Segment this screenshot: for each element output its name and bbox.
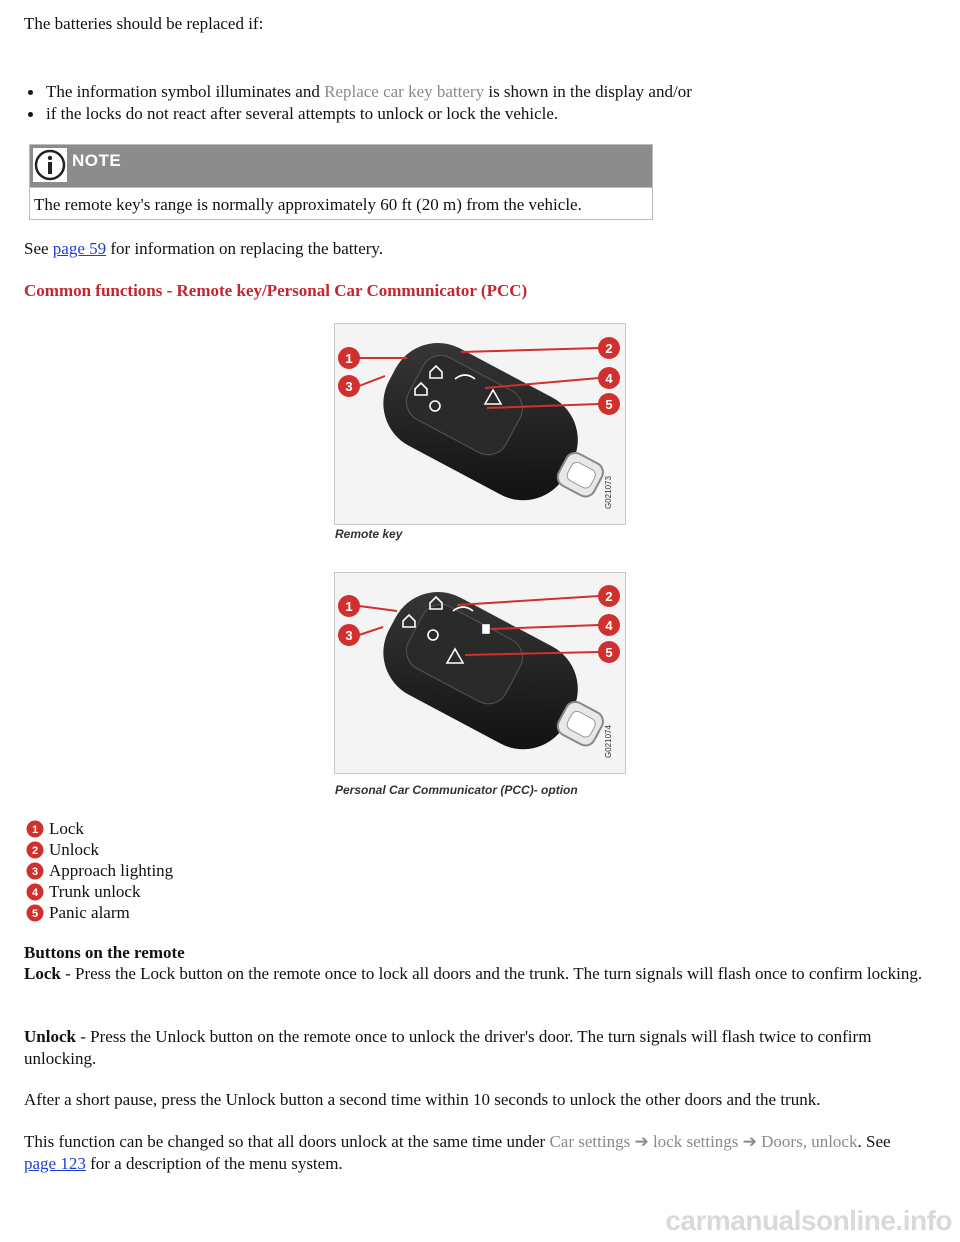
svg-text:1: 1 <box>31 824 39 836</box>
bullet-item <box>24 81 924 103</box>
pcc-illustration <box>335 573 625 773</box>
buttons-heading: Buttons on the remote <box>24 943 185 962</box>
remote-key-illustration <box>335 324 625 524</box>
figure2-callout-4: 4 <box>605 618 613 633</box>
legend-label: Unlock <box>49 840 100 859</box>
pause-paragraph: After a short pause, press the Unlock button a second time within 10 seconds to unlock the other doors and the trunk. <box>24 1090 821 1109</box>
note-body: The remote key's range is normally approximately 60 ft (20 m) from the vehicle. <box>34 195 582 214</box>
figure1-callout-1: 1 <box>345 351 353 366</box>
menu-lock-settings: lock settings <box>652 1132 739 1151</box>
bullet-text: The information symbol illuminates and <box>46 82 325 101</box>
bullet-list <box>24 81 924 125</box>
page-59-link[interactable]: page 59 <box>52 239 107 258</box>
number-2-icon <box>26 841 44 859</box>
figure1-callout-4: 4 <box>605 371 613 386</box>
unlock-term: Unlock <box>24 1027 76 1046</box>
figure1-callout-3: 3 <box>345 379 353 394</box>
svg-text:3: 3 <box>31 866 39 878</box>
note-box <box>29 144 653 220</box>
change-text: for a description of the menu system. <box>85 1154 343 1173</box>
menu-car-settings: Car settings <box>549 1132 631 1151</box>
bullet-text: if the locks do not react after several attempts to unlock or lock the vehicle. <box>46 104 559 123</box>
number-4-icon <box>26 883 44 901</box>
page-123-link[interactable]: page 123 <box>24 1154 86 1173</box>
svg-text:4: 4 <box>31 887 39 899</box>
remote-key-figure <box>334 323 626 525</box>
display-message: Replace car key battery <box>324 82 485 101</box>
watermark: carmanualsonline.info <box>665 1205 952 1236</box>
intro-text: The batteries should be replaced if: <box>24 14 264 33</box>
unlock-text: - Press the Unlock button on the remote once to unlock the driver's door. The turn signals will flash twice to confirm unlocking. <box>24 1027 872 1068</box>
figure1-caption: Remote key <box>335 527 403 541</box>
note-header <box>30 145 652 188</box>
svg-text:2: 2 <box>31 845 39 857</box>
legend-item-approach-lighting <box>24 860 173 881</box>
menu-doors-unlock: Doors, unlock <box>761 1132 858 1151</box>
svg-text:5: 5 <box>31 908 39 920</box>
figure1-callout-5: 5 <box>605 397 613 412</box>
lock-paragraph <box>24 963 924 985</box>
legend-label: Approach lighting <box>49 861 174 880</box>
menu-change-paragraph <box>24 1131 924 1175</box>
section-heading: Common functions - Remote key/Personal Car Communicator (PCC) <box>24 281 528 300</box>
pcc-figure <box>334 572 626 774</box>
bullet-dot-icon <box>28 90 33 95</box>
figure2-callout-3: 3 <box>345 628 353 643</box>
legend-label: Lock <box>49 819 84 838</box>
figure1-code: G021073 <box>604 476 613 509</box>
reference-text: for information on replacing the battery. <box>106 239 384 258</box>
info-icon <box>33 148 67 182</box>
legend-label: Trunk unlock <box>49 882 141 901</box>
figure2-caption: Personal Car Communicator (PCC)- option <box>335 783 578 797</box>
change-text: . See <box>857 1132 891 1151</box>
legend-item-panic-alarm <box>24 902 173 923</box>
arrow-icon: ➔ <box>738 1132 762 1151</box>
legend-item-unlock <box>24 839 173 860</box>
lock-text: - Press the Lock button on the remote once to lock all doors and the trunk. The turn signals will flash once to confirm locking. <box>60 964 923 983</box>
button-legend <box>24 818 173 923</box>
number-3-icon <box>26 862 44 880</box>
bullet-item <box>24 103 924 125</box>
number-5-icon <box>26 904 44 922</box>
lock-term: Lock <box>24 964 61 983</box>
legend-item-trunk-unlock <box>24 881 173 902</box>
battery-reference <box>24 238 383 260</box>
number-1-icon <box>26 820 44 838</box>
reference-text: See <box>24 239 53 258</box>
figure2-code: G021074 <box>604 725 613 758</box>
note-title: NOTE <box>72 151 122 170</box>
bullet-dot-icon <box>28 112 33 117</box>
unlock-paragraph <box>24 1026 924 1070</box>
legend-item-lock <box>24 818 173 839</box>
change-text: This function can be changed so that all doors unlock at the same time under <box>24 1132 550 1151</box>
figure2-callout-5: 5 <box>605 645 613 660</box>
bullet-text: is shown in the display and/or <box>484 82 692 101</box>
figure1-callout-2: 2 <box>605 341 613 356</box>
arrow-icon: ➔ <box>630 1132 653 1151</box>
figure2-callout-1: 1 <box>345 599 353 614</box>
legend-label: Panic alarm <box>49 903 130 922</box>
figure2-callout-2: 2 <box>605 589 613 604</box>
